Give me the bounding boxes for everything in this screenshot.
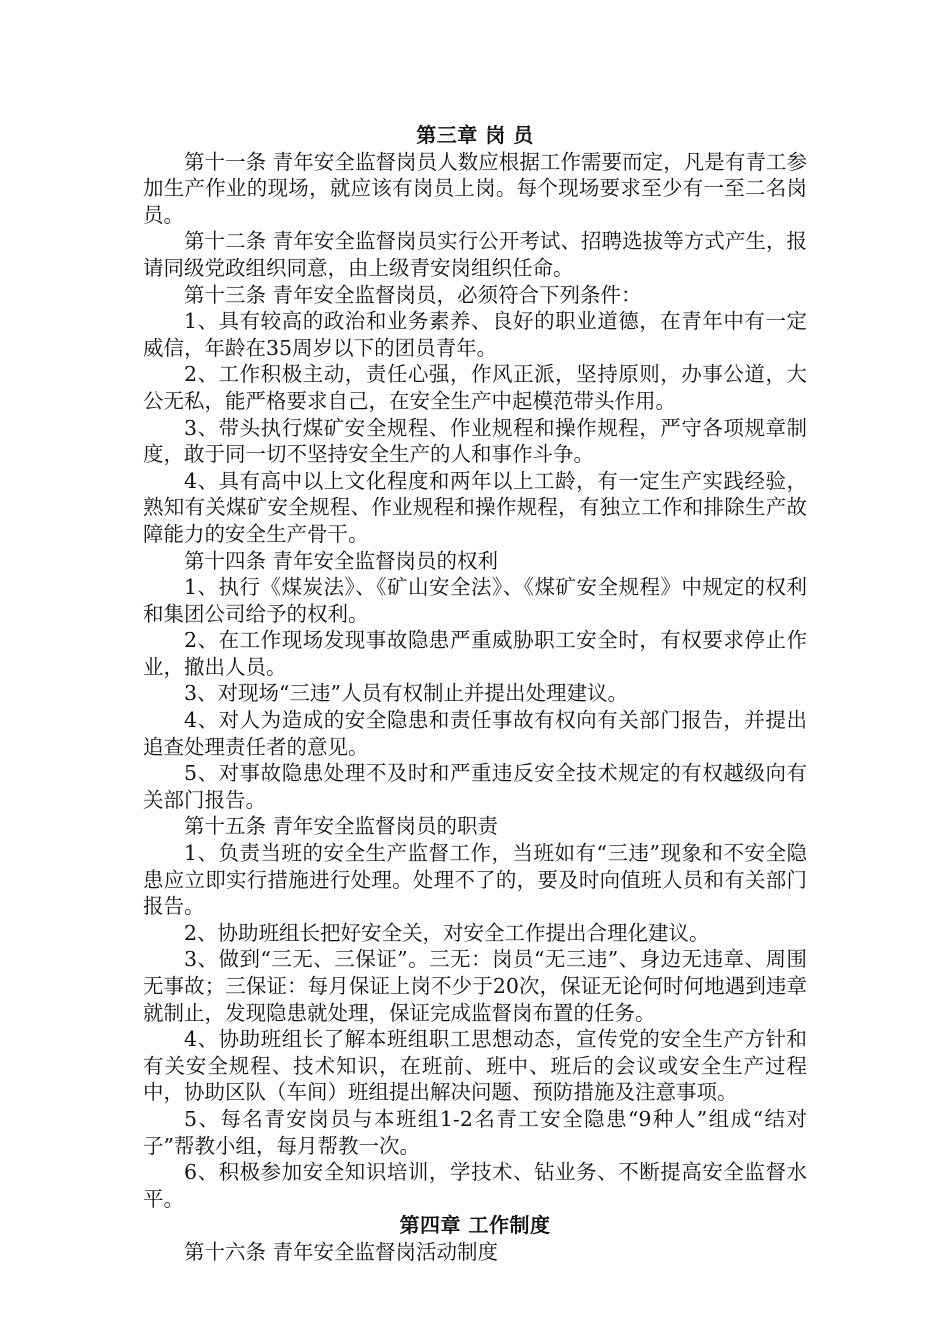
article-14-item-2: 2、在工作现场发现事故隐患严重威胁职工安全时，有权要求停止作业，撤出人员。 xyxy=(143,628,807,679)
article-15-item-6: 6、积极参加安全知识培训，学技术、钻业务、不断提高安全监督水平。 xyxy=(143,1160,807,1211)
article-15-item-2: 2、协助班组长把好安全关，对安全工作提出合理化建议。 xyxy=(184,920,710,945)
article-11: 第十一条 青年安全监督岗员人数应根据工作需要而定，凡是有青工参加生产作业的现场，就应该有岗员上岗。每个现场要求至少有一至二名岗员。 xyxy=(143,149,807,227)
article-13-item-1: 1、具有较高的政治和业务素养、良好的职业道德，在青年中有一定威信，年龄在35周岁以下的团员青年。 xyxy=(143,309,807,360)
article-14-item-1: 1、执行《煤炭法》、《矿山安全法》、《煤矿安全规程》中规定的权利和集团公司给予的权利。 xyxy=(143,575,807,626)
article-13: 第十三条 青年安全监督岗员，必须符合下列条件： xyxy=(184,282,642,307)
article-15-item-4: 4、协助班组长了解本班组职工思想动态，宣传党的安全生产方针和有关安全规程、技术知识，在班前、班中、班后的会议或安全生产过程中，协助区队（车间）班组提出解决问题、预防措施及注意事项。 xyxy=(143,1027,807,1105)
article-15-item-1: 1、负责当班的安全生产监督工作，当班如有“三违”现象和不安全隐患应立即实行措施进行处理。处理不了的，要及时向值班人员和有关部门报告。 xyxy=(143,841,807,919)
article-13-item-4: 4、具有高中以上文化程度和两年以上工龄，有一定生产实践经验，熟知有关煤矿安全规程、作业规程和操作规程，有独立工作和排除生产故障能力的安全生产骨干。 xyxy=(143,468,807,546)
article-14-item-3: 3、对现场“三违”人员有权制止并提出处理建议。 xyxy=(184,681,629,706)
article-13-item-2: 2、工作积极主动，责任心强，作风正派，坚持原则，办事公道，大公无私，能严格要求自己，在安全生产中起模范带头作用。 xyxy=(143,362,807,413)
article-12: 第十二条 青年安全监督岗员实行公开考试、招聘选拔等方式产生，报请同级党政组织同意，由上级青安岗组织任命。 xyxy=(143,229,807,280)
article-15-item-5: 5、每名青安岗员与本班组1-2名青工安全隐患“9种人”组成“结对子”帮教小组，每月帮教一次。 xyxy=(143,1106,807,1158)
article-14-item-4: 4、对人为造成的安全隐患和责任事故有权向有关部门报告，并提出追查处理责任者的意见。 xyxy=(143,708,807,759)
chapter-4-heading: 第四章 工作制度 xyxy=(399,1213,551,1238)
article-15-item-3: 3、做到“三无、三保证”。三无：岗员“无三违”、身边无违章、周围无事故；三保证：每月保证上岗不少于20次，保证无论何时何地遇到违章就制止，发现隐患就处理，保证完成监督岗布置的任务。 xyxy=(143,947,807,1025)
document-page xyxy=(143,122,807,1266)
article-14: 第十四条 青年安全监督岗员的权利 xyxy=(184,548,499,573)
article-13-item-3: 3、带头执行煤矿安全规程、作业规程和操作规程，严守各项规章制度，敢于同一切不坚持安全生产的人和事作斗争。 xyxy=(143,415,807,467)
article-14-item-5: 5、对事故隐患处理不及时和严重违反安全技术规定的有权越级向有关部门报告。 xyxy=(143,761,807,812)
article-15: 第十五条 青年安全监督岗员的职责 xyxy=(184,814,499,839)
chapter-3-heading: 第三章 岗 员 xyxy=(416,123,534,147)
article-16: 第十六条 青年安全监督岗活动制度 xyxy=(184,1239,499,1264)
